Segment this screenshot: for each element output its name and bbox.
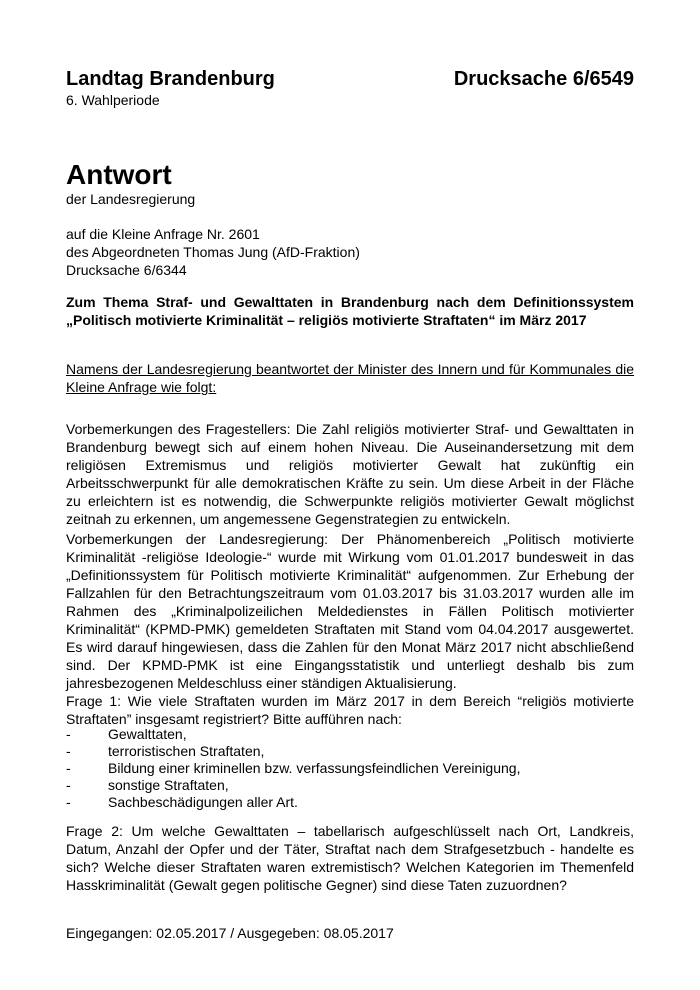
- list-item-text: Bildung einer kriminellen bzw. verfassungsfeindlichen Vereinigung,: [108, 760, 521, 776]
- topic-heading: Zum Thema Straf- und Gewalttaten in Brandenburg nach dem Definitionssystem „Politisch motivierte Kriminalität – religiös motivierte Straftaten“ im März 2017: [66, 294, 634, 328]
- document-title: Antwort: [66, 159, 172, 190]
- list-item: [66, 794, 634, 811]
- list-item-text: terroristischen Straftaten,: [108, 743, 265, 759]
- answer-intro: Namens der Landesregierung beantwortet der Minister des Innern und für Kommunales die Kleine Anfrage wie folgt:: [66, 361, 634, 395]
- preliminary-questioner: Vorbemerkungen des Fragestellers: Die Zahl religiös motivierter Straf- und Gewalttaten in Brandenburg bewegt sich auf einem hohen Niveau. Die Auseinandersetzung mit dem religiösen Extremismus und religiös motivierter Gewalt hat zukünftig ein Arbeitsschwerpunkt für alle demokratischen Kräfte zu sein. Um diese Arbeit in der Fläche zu erleichtern ist es notwendig, die Schwerpunkte religiös motivierter Gewalt möglichst zeitnah zu erkennen, um angemessene Gegenstrategien zu entwickeln.: [66, 421, 634, 527]
- list-item-text: sonstige Straftaten,: [108, 777, 229, 793]
- list-dash: -: [66, 726, 71, 742]
- question-2: Frage 2: Um welche Gewalttaten – tabellarisch aufgeschlüsselt nach Ort, Landkreis, Datum, Anzahl der Opfer und der Täter, Straftat nach dem Strafgesetzbuch - handelte es sich? Welche dieser Straftaten waren extremistisch? Welchen Kategorien im Themenfeld Hasskriminalität (Gewalt gegen politische Gegner) sind diese Taten zuzuordnen?: [66, 823, 634, 893]
- legislative-period: 6. Wahlperiode: [66, 92, 160, 108]
- list-dash: -: [66, 760, 71, 776]
- footer-dates: Eingegangen: 02.05.2017 / Ausgegeben: 08.05.2017: [66, 925, 394, 941]
- list-item: [66, 777, 634, 794]
- list-dash: -: [66, 794, 71, 810]
- document-number: Drucksache 6/6549: [453, 68, 634, 90]
- parliament-name: Landtag Brandenburg: [66, 68, 275, 90]
- question-1: Frage 1: Wie viele Straftaten wurden im März 2017 in dem Bereich “religiös motivierte Straftaten” insgesamt registriert? Bitte aufführen nach:: [66, 693, 634, 727]
- list-dash: -: [66, 777, 71, 793]
- list-item: [66, 726, 634, 743]
- preliminary-government: Vorbemerkungen der Landesregierung: Der Phänomenbereich „Politisch motivierte Kriminalität -religiöse Ideologie-“ wurde mit Wirkung vom 01.01.2017 bundesweit in das „Definitionssystem für Politisch motivierte Kriminalität“ aufgenommen. Zur Erhebung der Fallzahlen für den Betrachtungszeitraum vom 01.03.2017 bis 31.03.2017 wurden alle im Rahmen des „Kriminalpolizeilichen Meldedienstes in Fällen Politisch motivierter Kriminalität“ (KPMD-PMK) gemeldeten Straftaten mit Stand vom 04.04.2017 ausgewertet. Es wird darauf hingewiesen, dass die Zahlen für den Monat März 2017 nicht abschließend sind. Der KPMD-PMK ist eine Eingangsstatistik und unterliegt deshalb bis zum jahresbezogenen Meldeschluss einer ständigen Aktualisierung.: [66, 531, 634, 691]
- reference-deputy: des Abgeordneten Thomas Jung (AfD-Fraktion): [66, 244, 360, 260]
- reference-printed-matter: Drucksache 6/6344: [66, 262, 187, 278]
- list-item-text: Gewalttaten,: [108, 726, 187, 742]
- reference-inquiry: auf die Kleine Anfrage Nr. 2601: [66, 226, 260, 242]
- list-item-text: Sachbeschädigungen aller Art.: [108, 794, 298, 810]
- list-item: [66, 760, 634, 777]
- list-dash: -: [66, 743, 71, 759]
- list-item: [66, 743, 634, 760]
- document-subtitle: der Landesregierung: [66, 191, 196, 207]
- question-1-list: [66, 726, 634, 811]
